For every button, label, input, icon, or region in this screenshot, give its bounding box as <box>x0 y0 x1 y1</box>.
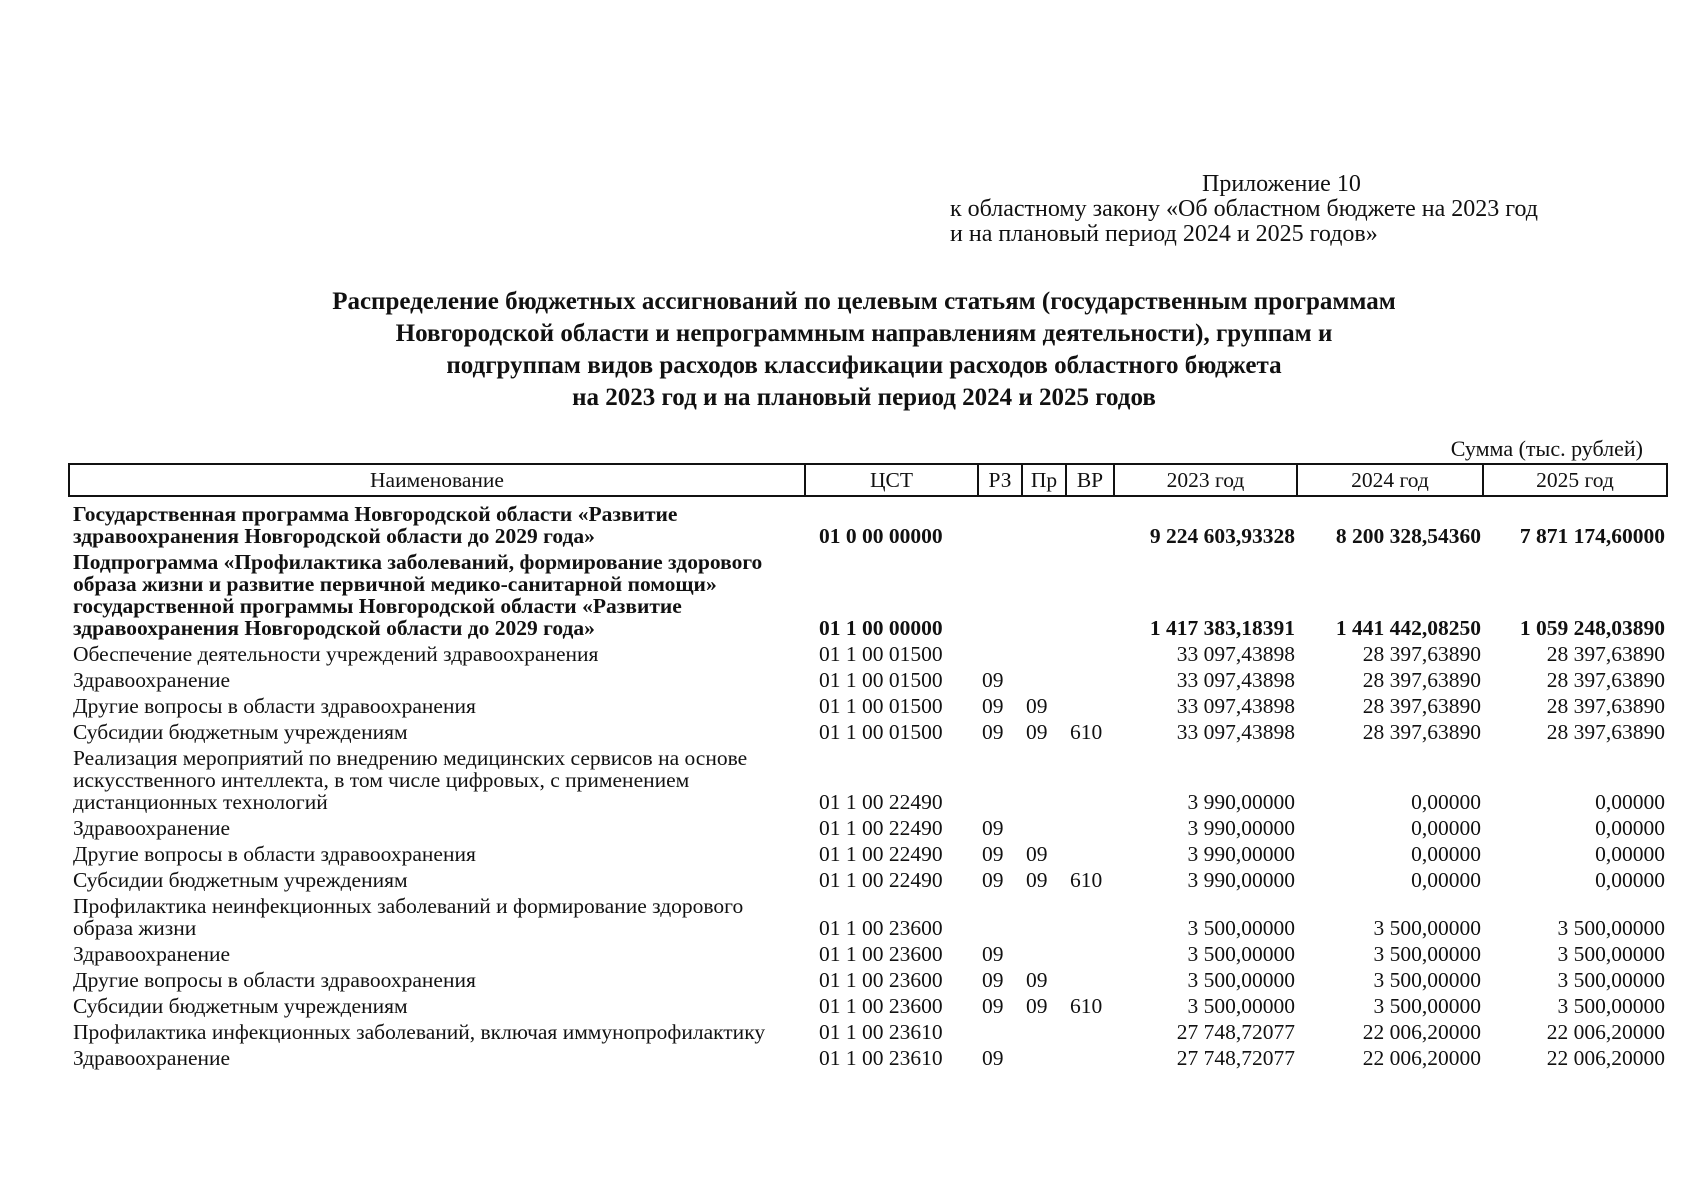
cell-vr <box>1066 692 1114 718</box>
cell-2025: 28 397,63890 <box>1546 720 1665 744</box>
cell-rz <box>978 548 1022 640</box>
cell-2025: 28 397,63890 <box>1546 694 1665 718</box>
cell-rz <box>978 496 1022 548</box>
cell-2023: 3 500,00000 <box>1187 968 1295 992</box>
cell-2023: 33 097,43898 <box>1176 694 1295 718</box>
cell-2023: 3 990,00000 <box>1187 842 1295 866</box>
cell-2024: 8 200 328,54360 <box>1335 524 1481 548</box>
cell-vr <box>1066 814 1114 840</box>
cell-2023: 27 748,72077 <box>1176 1046 1295 1070</box>
cell-2024: 0,00000 <box>1411 868 1481 892</box>
cell-2025: 7 871 174,60000 <box>1519 524 1665 548</box>
cell-cst: 01 1 00 01500 <box>819 668 943 692</box>
cell-2025: 3 500,00000 <box>1557 916 1665 940</box>
cell-2024: 3 500,00000 <box>1373 994 1481 1018</box>
table-row <box>69 640 1667 666</box>
cell-name: Подпрограмма «Профилактика заболеваний, формирование здорового образа жизни и развитие первичной медико-санитарной помощи» государственной программы Новгородской области «Развитие здравоохранения Новгородской области до 2029 года» <box>73 550 763 640</box>
appendix-law-line: к областному закону «Об областном бюджете на 2023 год <box>950 196 1538 222</box>
cell-pr <box>1022 940 1066 966</box>
cell-name: Профилактика инфекционных заболеваний, включая иммунопрофилактику <box>73 1020 766 1044</box>
cell-vr: 610 <box>1070 994 1103 1018</box>
cell-2023: 3 500,00000 <box>1187 942 1295 966</box>
cell-pr: 09 <box>1026 720 1048 744</box>
header-2024: 2024 год <box>1297 464 1483 496</box>
cell-rz: 09 <box>982 942 1004 966</box>
cell-rz <box>978 640 1022 666</box>
cell-vr <box>1066 892 1114 940</box>
cell-vr: 610 <box>1070 720 1103 744</box>
cell-2024: 28 397,63890 <box>1362 720 1481 744</box>
cell-pr <box>1022 496 1066 548</box>
table-row <box>69 496 1667 548</box>
table-body <box>69 496 1667 1070</box>
cell-vr <box>1066 966 1114 992</box>
cell-cst: 01 1 00 22490 <box>819 790 943 814</box>
cell-cst: 01 1 00 22490 <box>819 868 943 892</box>
cell-name: Субсидии бюджетным учреждениям <box>73 720 408 744</box>
title-line-1: Распределение бюджетных ассигнований по целевым статьям (государственным программам <box>332 288 1396 315</box>
cell-2023: 33 097,43898 <box>1176 668 1295 692</box>
cell-pr: 09 <box>1026 694 1048 718</box>
cell-2023: 33 097,43898 <box>1176 720 1295 744</box>
cell-2025: 22 006,20000 <box>1546 1046 1665 1070</box>
cell-cst: 01 0 00 00000 <box>819 524 943 548</box>
cell-2025: 0,00000 <box>1595 868 1665 892</box>
cell-2024: 3 500,00000 <box>1373 968 1481 992</box>
cell-cst: 01 1 00 01500 <box>819 642 943 666</box>
cell-2025: 0,00000 <box>1595 790 1665 814</box>
cell-2025: 0,00000 <box>1595 816 1665 840</box>
cell-rz: 09 <box>982 668 1004 692</box>
appendix-number: Приложение 10 <box>1202 171 1361 197</box>
cell-vr <box>1066 548 1114 640</box>
cell-2025: 0,00000 <box>1595 842 1665 866</box>
title-line-2: Новгородской области и непрограммным направлениям деятельности), группам и <box>395 320 1333 347</box>
budget-table <box>68 463 1668 1070</box>
cell-cst: 01 1 00 23600 <box>819 994 943 1018</box>
cell-cst: 01 1 00 23610 <box>819 1046 943 1070</box>
table-row <box>69 814 1667 840</box>
table-row <box>69 1044 1667 1070</box>
cell-rz: 09 <box>982 1046 1004 1070</box>
cell-name: Здравоохранение <box>73 816 231 840</box>
cell-2024: 0,00000 <box>1411 790 1481 814</box>
table-row <box>69 1018 1667 1044</box>
cell-rz: 09 <box>982 694 1004 718</box>
cell-cst: 01 1 00 01500 <box>819 694 943 718</box>
cell-rz <box>978 1018 1022 1044</box>
cell-name: Субсидии бюджетным учреждениям <box>73 994 408 1018</box>
cell-cst: 01 1 00 23600 <box>819 942 943 966</box>
cell-cst: 01 1 00 22490 <box>819 816 943 840</box>
cell-cst: 01 1 00 22490 <box>819 842 943 866</box>
cell-pr <box>1022 548 1066 640</box>
cell-2025: 28 397,63890 <box>1546 668 1665 692</box>
cell-name: Реализация мероприятий по внедрению медицинских сервисов на основе искусственного интеллекта, в том числе цифровых, с применением дистанционных технологий <box>73 746 748 814</box>
cell-2025: 3 500,00000 <box>1557 968 1665 992</box>
title-line-4: на 2023 год и на плановый период 2024 и 2025 годов <box>572 384 1156 411</box>
cell-pr <box>1022 640 1066 666</box>
table-row <box>69 548 1667 640</box>
cell-2023: 3 990,00000 <box>1187 790 1295 814</box>
header-pr: Пр <box>1022 464 1066 496</box>
cell-2023: 33 097,43898 <box>1176 642 1295 666</box>
cell-2025: 3 500,00000 <box>1557 994 1665 1018</box>
cell-vr <box>1066 1044 1114 1070</box>
cell-2024: 0,00000 <box>1411 842 1481 866</box>
header-2023: 2023 год <box>1114 464 1297 496</box>
cell-cst: 01 1 00 23610 <box>819 1020 943 1044</box>
cell-vr <box>1066 640 1114 666</box>
cell-vr <box>1066 1018 1114 1044</box>
cell-name: Другие вопросы в области здравоохранения <box>73 968 476 992</box>
cell-pr <box>1022 1044 1066 1070</box>
cell-2024: 28 397,63890 <box>1362 642 1481 666</box>
cell-name: Профилактика неинфекционных заболеваний и формирование здорового образа жизни <box>73 894 744 940</box>
cell-2023: 27 748,72077 <box>1176 1020 1295 1044</box>
header-cst: ЦСТ <box>805 464 978 496</box>
cell-2025: 1 059 248,03890 <box>1519 616 1665 640</box>
cell-pr <box>1022 892 1066 940</box>
cell-pr <box>1022 814 1066 840</box>
cell-pr <box>1022 666 1066 692</box>
header-name: Наименование <box>69 464 805 496</box>
cell-pr: 09 <box>1026 968 1048 992</box>
cell-pr: 09 <box>1026 842 1048 866</box>
table-row <box>69 692 1667 718</box>
table-row <box>69 892 1667 940</box>
table-row <box>69 966 1667 992</box>
cell-name: Субсидии бюджетным учреждениям <box>73 868 408 892</box>
table-row <box>69 866 1667 892</box>
cell-pr <box>1022 744 1066 814</box>
table-row <box>69 744 1667 814</box>
cell-2024: 0,00000 <box>1411 816 1481 840</box>
cell-2023: 3 500,00000 <box>1187 916 1295 940</box>
units-note: Сумма (тыс. рублей) <box>1450 436 1643 461</box>
cell-rz: 09 <box>982 994 1004 1018</box>
header-rz: РЗ <box>978 464 1022 496</box>
cell-rz: 09 <box>982 816 1004 840</box>
cell-name: Здравоохранение <box>73 1046 231 1070</box>
cell-2023: 3 500,00000 <box>1187 994 1295 1018</box>
cell-2024: 3 500,00000 <box>1373 942 1481 966</box>
cell-rz: 09 <box>982 842 1004 866</box>
cell-2025: 22 006,20000 <box>1546 1020 1665 1044</box>
cell-2023: 3 990,00000 <box>1187 816 1295 840</box>
cell-vr: 610 <box>1070 868 1103 892</box>
cell-2023: 3 990,00000 <box>1187 868 1295 892</box>
cell-pr: 09 <box>1026 994 1048 1018</box>
cell-vr <box>1066 840 1114 866</box>
cell-2024: 22 006,20000 <box>1362 1020 1481 1044</box>
cell-name: Здравоохранение <box>73 668 231 692</box>
cell-rz <box>978 744 1022 814</box>
table-row <box>69 840 1667 866</box>
cell-cst: 01 1 00 23600 <box>819 968 943 992</box>
cell-rz <box>978 892 1022 940</box>
cell-rz: 09 <box>982 720 1004 744</box>
cell-name: Другие вопросы в области здравоохранения <box>73 842 476 866</box>
header-2025: 2025 год <box>1483 464 1667 496</box>
table-row <box>69 992 1667 1018</box>
cell-name: Другие вопросы в области здравоохранения <box>73 694 476 718</box>
cell-name: Государственная программа Новгородской области «Развитие здравоохранения Новгородской области до 2029 года» <box>73 502 678 548</box>
cell-2025: 28 397,63890 <box>1546 642 1665 666</box>
cell-2024: 3 500,00000 <box>1373 916 1481 940</box>
cell-2024: 28 397,63890 <box>1362 668 1481 692</box>
cell-2025: 3 500,00000 <box>1557 942 1665 966</box>
cell-2024: 28 397,63890 <box>1362 694 1481 718</box>
cell-2023: 9 224 603,93328 <box>1149 524 1295 548</box>
table-row <box>69 718 1667 744</box>
cell-2023: 1 417 383,18391 <box>1149 616 1295 640</box>
title-line-3: подгруппам видов расходов классификации расходов областного бюджета <box>446 352 1282 379</box>
cell-name: Здравоохранение <box>73 942 231 966</box>
cell-rz: 09 <box>982 868 1004 892</box>
cell-cst: 01 1 00 01500 <box>819 720 943 744</box>
cell-name: Обеспечение деятельности учреждений здравоохранения <box>73 642 599 666</box>
cell-vr <box>1066 496 1114 548</box>
table-row <box>69 666 1667 692</box>
cell-2024: 22 006,20000 <box>1362 1046 1481 1070</box>
table-row <box>69 940 1667 966</box>
cell-pr <box>1022 1018 1066 1044</box>
cell-vr <box>1066 744 1114 814</box>
header-vr: ВР <box>1066 464 1114 496</box>
cell-rz: 09 <box>982 968 1004 992</box>
document-title <box>0 286 1695 414</box>
cell-vr <box>1066 666 1114 692</box>
cell-cst: 01 1 00 23600 <box>819 916 943 940</box>
cell-cst: 01 1 00 00000 <box>819 616 943 640</box>
appendix-period-line: и на плановый период 2024 и 2025 годов» <box>950 221 1378 247</box>
cell-vr <box>1066 940 1114 966</box>
cell-2024: 1 441 442,08250 <box>1335 616 1481 640</box>
appendix-reference <box>950 172 1538 247</box>
cell-pr: 09 <box>1026 868 1048 892</box>
table-header-row <box>69 464 1667 496</box>
